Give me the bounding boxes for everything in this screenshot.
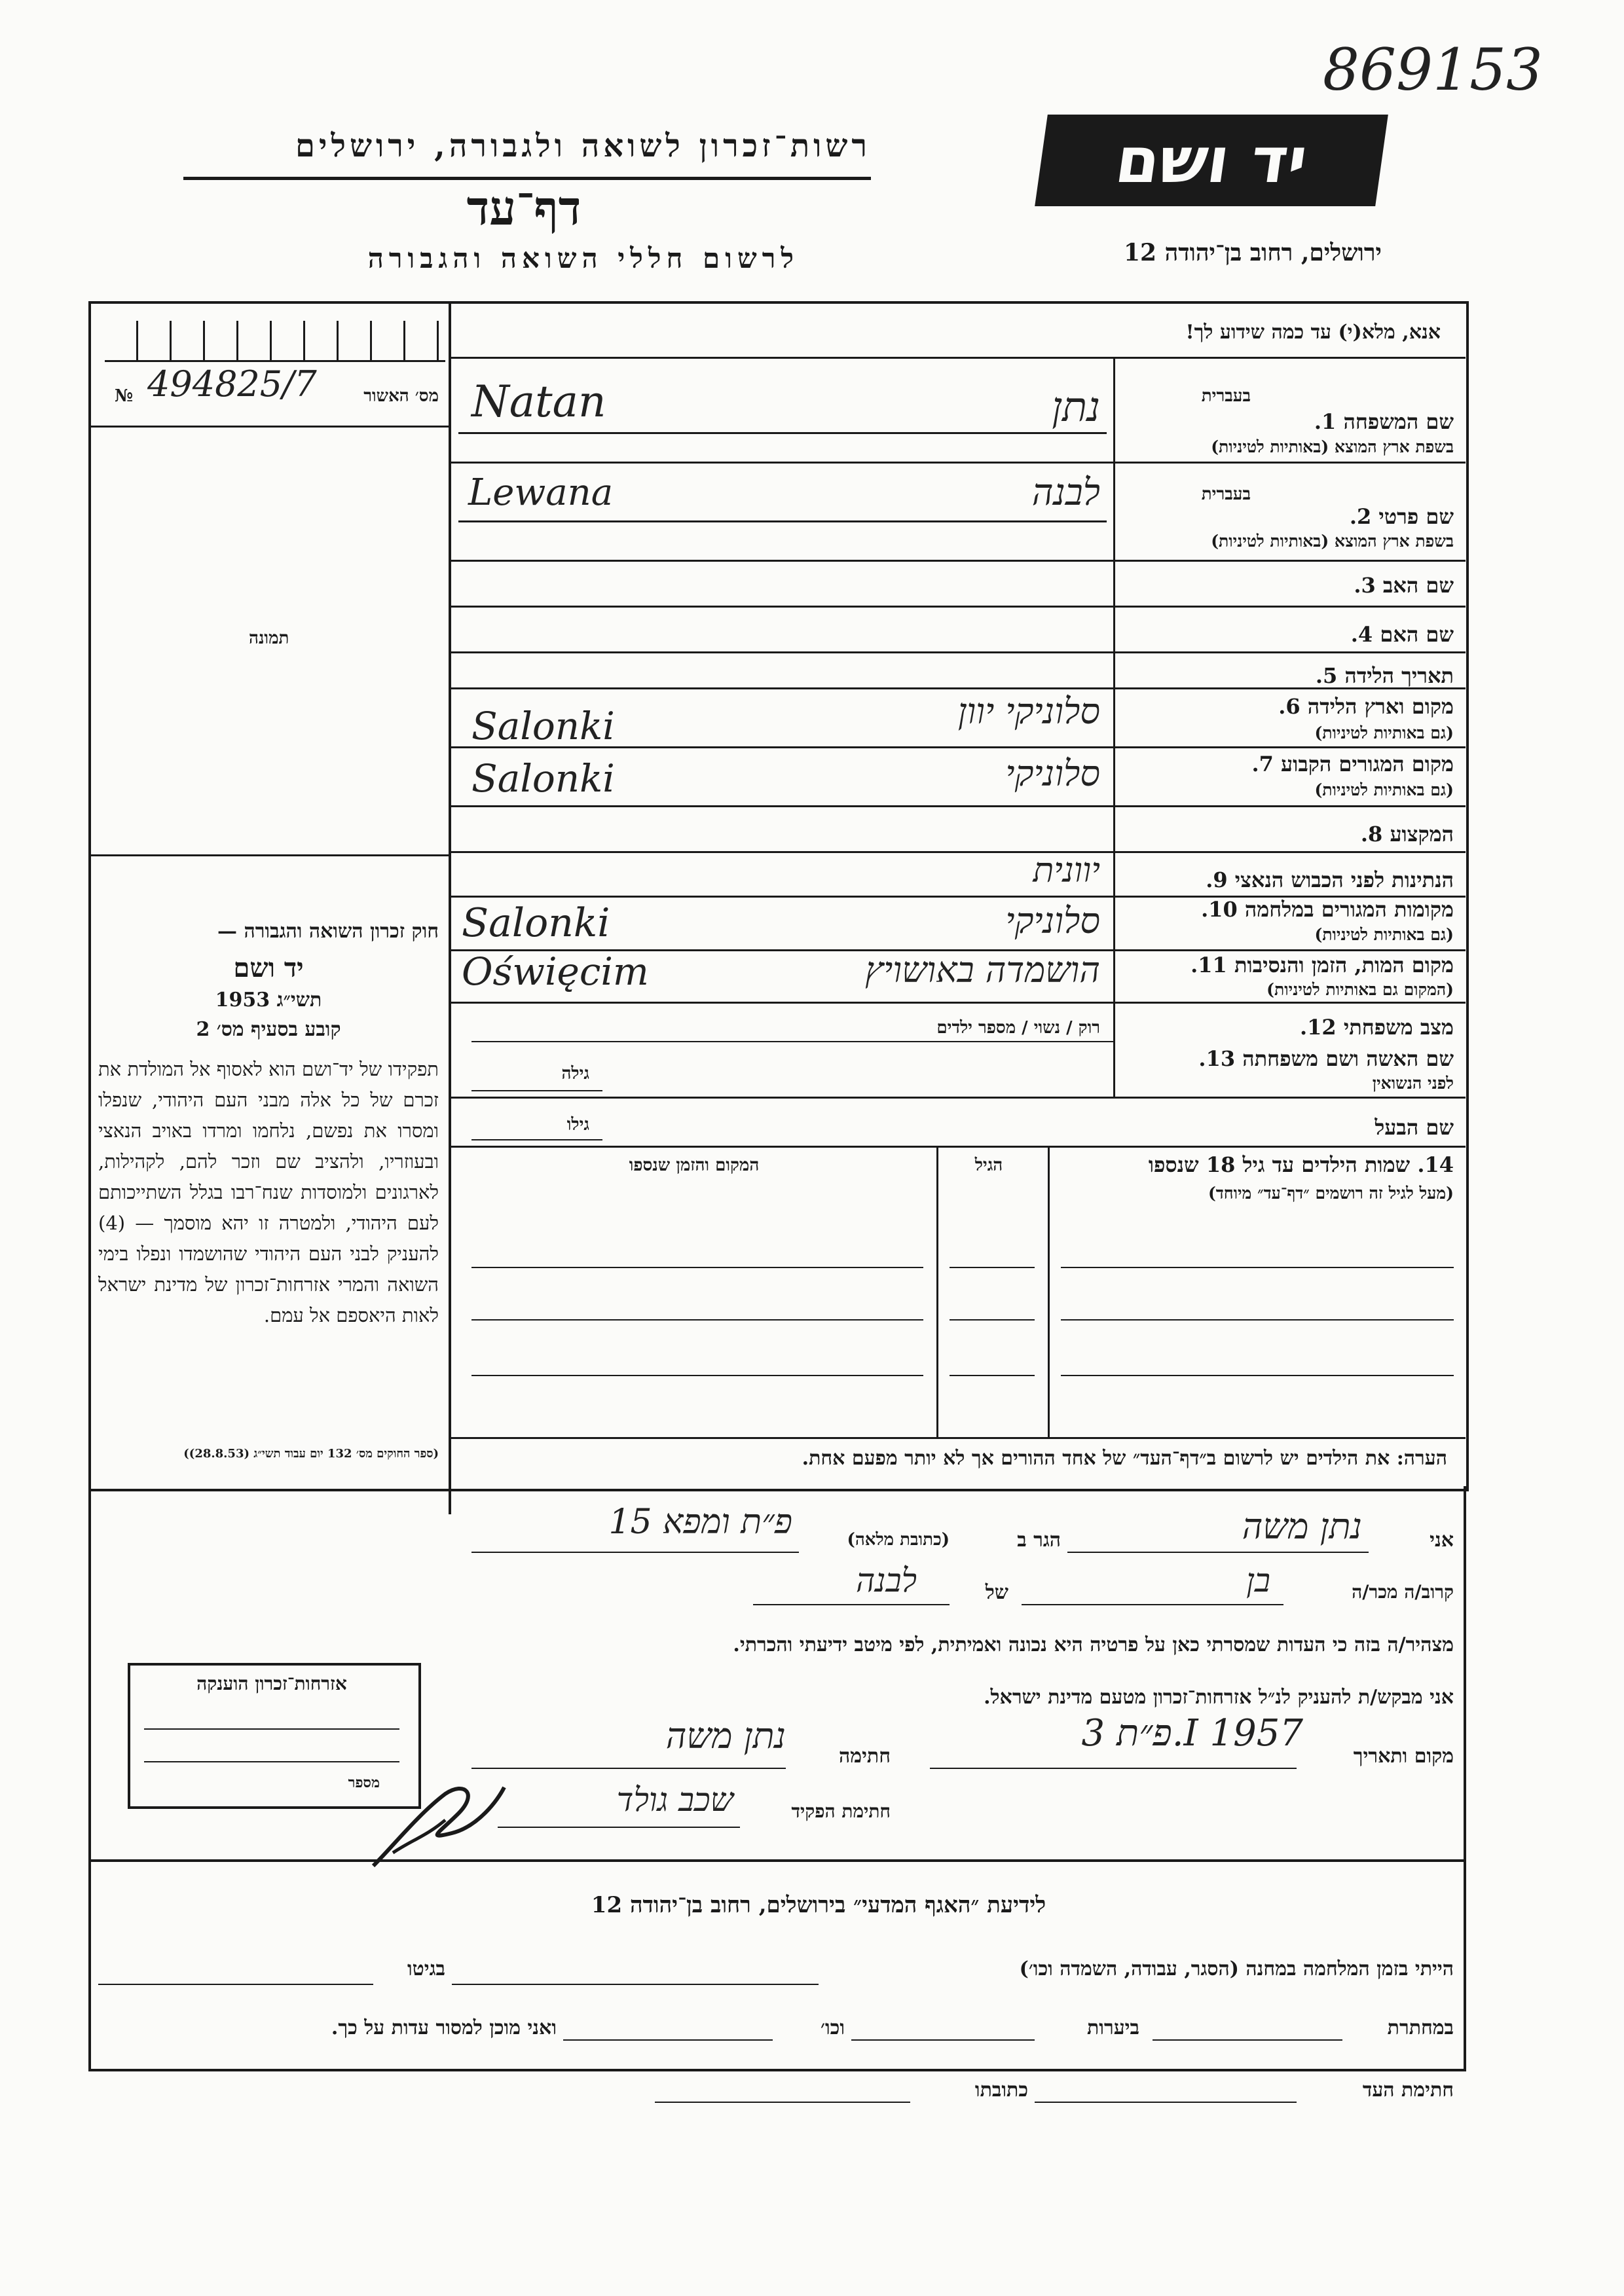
institute-line1-field [98,1984,373,1985]
field-2-hebrew-tag: בעברית [1201,484,1251,504]
field-10-label-text: מקומות המגורים במלחמה [1244,897,1454,922]
address-line [471,1552,799,1553]
field-7-label-text: מקום המגורים הקבוע [1281,752,1454,776]
field-7-hebrew-value: סלוניקי [1005,753,1100,794]
field-2-label [1120,504,1454,529]
husband-label: שם הבעל [1375,1115,1454,1140]
children-row-line-1 [471,1267,923,1268]
field-6-number: 6. [1278,694,1301,719]
field-10-label [1120,897,1454,922]
relation-label: קרוב/ה מכר/ה [1352,1581,1454,1603]
field-5-number: 5. [1315,663,1338,688]
field-1-label [1120,409,1454,434]
marital-options: רוק / נשוי / מספר ילדים [936,1018,1100,1038]
declaration-text: מצהיר/ה בזה כי העדות שמסרתי כאן על פרטיה היא נכונה ואמיתית, לפי מיטב ידיעתי והכרתי. [733,1633,1454,1656]
field-6-label-text: מקום וארץ הלידה [1307,694,1454,719]
row-6-bottom [449,746,1466,748]
place-date-label: מקום ותאריך [1353,1745,1454,1768]
wife-age-line [471,1090,602,1091]
field-10-hebrew-value: סלוניקי [1005,900,1100,941]
field-5-label [1120,663,1454,688]
field-11-latin-value: Oświęcim [462,949,649,994]
children-name-line-2 [1061,1319,1454,1321]
institute-line3-field-b [655,2102,910,2103]
field-11-label-text: מקום המות, הזמן והנסיבות [1234,953,1454,977]
institute-line3-b: כתובתו [974,2079,1028,2102]
cert-number-value: 494825/7 [147,363,317,405]
field-1-hebrew-tag: בעברית [1201,386,1251,406]
field-13-label [1120,1046,1454,1071]
cert-number-label: מס׳ האשור [363,386,439,406]
clerk-signature: שכב גולד [616,1781,733,1819]
field-2-number: 2. [1349,504,1372,529]
row-5-bottom [449,687,1466,689]
form-title: דף־עד [466,180,581,236]
outer-right-lower [1464,1486,1466,2069]
law-year [98,989,439,1011]
request-text: אני מבקש/ת להעניק לנ״ל אזרחות־זכרון מטעם מדינת ישראל. [984,1686,1454,1709]
declarant-name: נתן משה [1242,1506,1362,1547]
institute-section-top [88,1859,1466,1862]
field-1-hebrew-value: נתן [1052,383,1100,431]
row-4-bottom [449,651,1466,653]
row-3-bottom [449,606,1466,608]
field-3-number: 3. [1354,573,1376,598]
children-table-bottom [449,1437,1466,1439]
labels-divider [1113,357,1115,1097]
institute-line2-field-c [563,2039,773,2041]
law-section: קובע בסעיף מס׳ 2 [196,1018,341,1041]
row-2-bottom [449,560,1466,562]
place-date-value: פ״ת 3.I 1957 [1081,1712,1303,1755]
children-name-line-3 [1061,1375,1454,1376]
institute-line2-b: ביערות [1086,2016,1139,2039]
field-7-label [1120,752,1454,776]
children-note: (מעל לגיל זה רושמים ״דף־עד״ מיוחד) [1208,1184,1454,1203]
institute-line2-field-a [1153,2039,1342,2041]
institute-line3-a: חתימת העד [1362,2079,1454,2102]
children-col-div-2 [936,1146,938,1437]
law-name: יד ושם [233,953,304,983]
relation-value: בן [1246,1561,1270,1599]
field-1-note: בשפת ארץ המוצא (באותיות לטיניות) [1211,437,1454,456]
field-6-latin-value: Salonki [471,704,615,748]
relation-line [1022,1604,1283,1605]
field-13-note: לפני הנשואין [1372,1074,1454,1093]
institute-line2-field-b [851,2039,1035,2041]
wife-age-label: גילה [561,1064,589,1084]
field-13-number: 13. [1198,1046,1236,1071]
signature-line [471,1768,786,1769]
declarant-i-label: אני [1430,1529,1454,1552]
field-6-hebrew-value: סלוניקי יוון [957,691,1100,732]
certificate-box-number: מספר [348,1774,380,1791]
children-row-line-2 [471,1319,923,1321]
field-2-note: בשפת ארץ המוצא (באותיות לטיניות) [1211,532,1454,551]
cert-number-symbol: № [115,386,134,406]
field-10-note: (גם באותיות לטיניות) [1314,925,1454,944]
clerk-label: חתימת הפקיד [791,1800,891,1822]
field-11-note: (המקום גם באותיות לטיניות) [1266,980,1454,999]
row-13-bottom [449,1097,1466,1099]
row-1-bottom [449,462,1466,464]
yad-vashem-logo [1035,115,1388,206]
law-year-hebrew: תשי״ג [276,989,322,1011]
place-date-line [930,1768,1297,1769]
law-source: (ספר החוקים מס׳ 132 יום עבוד תשי״ג (28.8.53)) [183,1447,439,1461]
row-11-bottom [449,1002,1466,1004]
field-2-latin-value: Lewana [468,471,614,514]
field-8-label [1120,822,1454,847]
field-4-label [1120,622,1454,647]
address: ירושלים, רחוב בן־יהודה 12 [1123,239,1382,266]
signature-label: חתימה [839,1745,891,1768]
resides-label: הגר ב [1017,1529,1061,1552]
instruction: אנא, מלא(י) עד כמה שידוע לך! [1185,321,1441,344]
field-12-number: 12. [1300,1015,1337,1040]
children-place-header: המקום והזמן שנספו [629,1156,760,1175]
field-1-label-text: שם המשפחה [1343,409,1454,434]
field-10-number: 10. [1201,897,1238,922]
field-9-hebrew-value: יוונית [1033,851,1100,890]
field-12-label-text: מצב משפחתי [1343,1015,1454,1040]
institute-line2-d: ואני מוכן למסור עדות על כך. [331,2016,557,2039]
field-9-label-text: הנתינות לפני הכבוש הנאצי [1234,867,1454,892]
left-col-photo-bottom [90,854,449,856]
children-age-line-2 [950,1319,1035,1321]
field-2-hebrew-value: לבנה [1031,471,1100,514]
children-label: 14. שמות הילדים עד גיל 18 שנספו [1148,1152,1454,1177]
institute-line2-c: וכו׳ [821,2016,845,2039]
children-age-header: הגיל [974,1156,1003,1175]
husband-age-line [471,1139,602,1140]
certificate-box-title: אזרחות־זכרון הוענקה [196,1673,347,1694]
field-2-label-text: שם פרטי [1378,504,1454,529]
field-4-label-text: שם האם [1380,622,1454,647]
children-age-line-3 [950,1375,1035,1376]
field-2-underline [458,520,1107,522]
institute-line1-field-b [452,1984,819,1985]
left-column-divider [449,303,451,1514]
field-13-label-text: שם האשה ושם משפחתה [1242,1046,1454,1071]
row-7-bottom [449,805,1466,807]
address-label: (כתובת מלאה) [847,1530,950,1550]
law-text: תפקידו של יד־ושם הוא לאסוף אל המולדת את זכרם של כל אלה מבני העם היהודי, שנפלו ומסרו את נפשם, נלחמו ומרדו באויב הנאצי ובעוזריו, ולהציב שם וזכר להם, לקהילות, לארגונים ולמוסדות שנח־רבו בגלל השתייכותם לעם היהודי, ולמטרה זו יהא מוסמך — (4) להעניק לבני העם היהודי שהושמדו ונפלו בימי השואה והמרי אזרחות־זכרון של מדינת ישראל לאות היאספם אל עמם. [98,1058,439,1326]
institute-line1-b: בגיטו [407,1958,445,1980]
institute-line1-a: הייתי בזמן המלחמה במחנה (הסגר, עבודה, השמדה וכו׳) [1019,1958,1454,1980]
field-3-label-text: שם האב [1382,573,1454,598]
field-7-latin-value: Salonki [471,756,615,801]
field-6-note: (גם באותיות לטיניות) [1314,723,1454,742]
form-subtitle: לרשום חללי השואה והגבורה [367,242,799,274]
of-name: לבנה [855,1561,917,1599]
logo-text: יד ושם [1111,124,1312,197]
children-name-line-1 [1061,1267,1454,1268]
left-col-cert-line [90,426,449,428]
declarant-name-line [1067,1552,1369,1553]
note-line: הערה: את הילדים יש לרשום ב״דף־העד״ של אחד ההורים אך לא יותר מפעם אחת. [802,1447,1447,1470]
law-title: חוק זכרון השואה והגבורה — [217,920,439,943]
field-11-number: 11. [1190,953,1227,977]
row-12-bottom [471,1041,1113,1042]
authority-name: רשות־זכרון לשואה ולגבורה, ירושלים [295,128,871,164]
instruction-line [449,357,1466,359]
field-7-number: 7. [1251,752,1274,776]
field-3-label [1120,573,1454,598]
field-5-label-text: תאריך הלידה [1344,663,1454,688]
children-age-line-1 [950,1267,1035,1268]
file-number: 869153 [1323,36,1543,103]
field-6-label [1120,694,1454,719]
certificate-box-line-2 [144,1761,399,1762]
field-9-label [1120,867,1454,892]
children-row-line-3 [471,1375,923,1376]
field-10-latin-value: Salonki [462,900,610,946]
declarant-address: פ״ת ומפא 15 [608,1503,792,1542]
field-8-label-text: המקצוע [1390,822,1454,847]
field-12-label [1120,1015,1454,1040]
institute-line3-field-a [1035,2102,1297,2103]
declarant-signature: נתן משה [665,1715,786,1757]
cert-number-ticks [105,321,445,362]
field-7-note: (גם באותיות לטיניות) [1314,780,1454,799]
field-4-number: 4. [1350,622,1373,647]
husband-age-label: גילו [566,1115,589,1135]
outer-left-lower [88,1486,91,2069]
clerk-line [498,1827,740,1828]
field-1-underline [458,432,1107,434]
photo-label: תמונה [249,629,289,648]
institute-line2-a: במחתרת [1387,2016,1454,2039]
field-1-latin-value: Natan [471,376,606,427]
children-col-div-1 [1048,1146,1050,1437]
institute-section-bottom [88,2069,1466,2071]
husband-row-bottom [449,1146,1466,1148]
field-11-label [1120,953,1454,977]
certificate-box-line-1 [144,1728,399,1730]
field-8-number: 8. [1360,822,1383,847]
field-1-number: 1. [1314,409,1337,434]
institute-title: לידיעת ״האגף המדעי״ בירושלים, רחוב בן־יהודה 12 [591,1892,1046,1918]
law-year-gregorian: 1953 [215,989,270,1011]
field-9-number: 9. [1206,867,1228,892]
field-11-hebrew-value: הושמדה באושויץ [865,949,1100,991]
of-label: של [985,1581,1008,1604]
of-line [753,1604,950,1605]
